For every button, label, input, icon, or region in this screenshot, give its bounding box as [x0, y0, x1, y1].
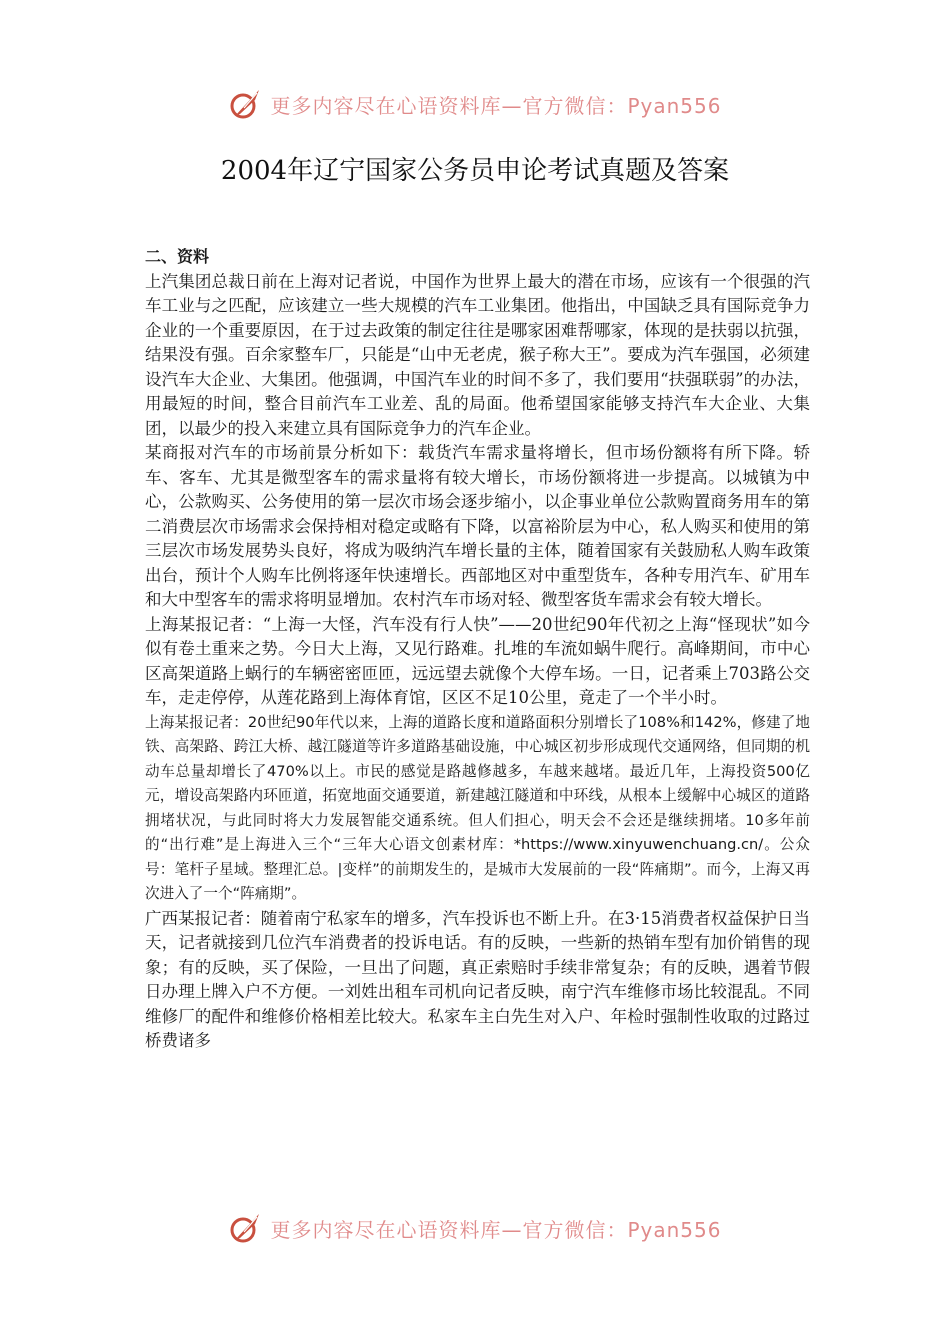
watermark-text: 更多内容尽在心语资料库—官方微信：Pyan556	[270, 1217, 722, 1242]
paragraph: 上海某报记者：20世纪90年代以来，上海的道路长度和道路面积分别增长了108%和142%，修建了地铁、高架路、跨江大桥、越江隧道等许多道路基础设施，中心城区初步形成现代交通网络，但同期的机动车总量却增长了470%以上。市民的感觉是路越修越多，车越来越堵。最近几年，上海投资500亿元，增设高架路内环匝道，拓宽地面交通要道，新建越江隧道和中环线，从根本上缓解中心城区的道路拥堵状况，与此同时将大力发展智能交通系统。但人们担心，明天会不会还是继续拥堵。10多年前的“出行难”是上海进入三个“三年大心语文创素材库：*https://www.xinyuwenchuang.cn/。公众号：笔杆子星域。整理汇总。|变样”的前期发生的，是城市大发展前的一段“阵痛期”。而今，上海又再次进入了一个“阵痛期”。	[145, 713, 810, 902]
page-title: 2004年辽宁国家公务员申论考试真题及答案	[220, 156, 730, 186]
section-heading: 二、资料	[145, 247, 210, 266]
watermark-text: 更多内容尽在心语资料库—官方微信：Pyan556	[270, 93, 722, 118]
paragraph: 广西某报记者：随着南宁私家车的增多，汽车投诉也不断上升。在3·15消费者权益保护日当天，记者就接到几位汽车消费者的投诉电话。有的反映，一些新的热销车型有加价销售的现象；有的反映，买了保险，一旦出了问题，真正索赔时手续非常复杂；有的反映，遇着节假日办理上牌入户不方便。一刘姓出租车司机向记者反映，南宁汽车维修市场比较混乱。不同维修厂的配件和维修价格相差比较大。私家车主白先生对入户、年检时强制性收取的过路过桥费诸多	[145, 908, 810, 1050]
paragraph: 某商报对汽车的市场前景分析如下：载货汽车需求量将增长，但市场份额将有所下降。轿车、客车、尤其是微型客车的需求量将有较大增长，市场份额将进一步提高。以城镇为中心，公款购买、公务使用的第一层次市场会逐步缩小，以企事业单位公款购置商务用车的第二消费层次市场需求会保持相对稳定或略有下降，以富裕阶层为中心，私人购买和使用的第三层次市场发展势头良好，将成为吸纳汽车增长量的主体，随着国家有关鼓励私人购车政策出台，预计个人购车比例将逐年快速增长。西部地区对中重型货车，各种专用汽车、矿用车和大中型客车的需求将明显增加。农村汽车市场对轻、微型客货车需求会有较大增长。	[145, 443, 810, 609]
quill-logo-icon	[228, 1210, 264, 1246]
watermark-banner-top	[0, 84, 950, 124]
paragraph: 上海某报记者：“上海一大怪，汽车没有行人快”——20世纪90年代初之上海“怪现状”如今似有卷土重来之势。今日大上海，又见行路难。扎堆的车流如蜗牛爬行。高峰期间，市中心区高架道路上蜗行的车辆密密匝匝，远远望去就像个大停车场。一日，记者乘上703路公交车，走走停停，从莲花路到上海体育馆，区区不足10公里，竟走了一个半小时。	[145, 614, 810, 707]
watermark-banner-bottom	[0, 1208, 950, 1248]
document-body	[145, 245, 810, 1054]
paragraph: 上汽集团总裁日前在上海对记者说，中国作为世界上最大的潜在市场，应该有一个很强的汽车工业与之匹配，应该建立一些大规模的汽车工业集团。他指出，中国缺乏具有国际竞争力企业的一个重要原因，在于过去政策的制定往往是哪家困难帮哪家，体现的是扶弱以抗强，结果没有强。百余家整车厂，只能是“山中无老虎，猴子称大王”。要成为汽车强国，必须建设汽车大企业、大集团。他强调，中国汽车业的时间不多了，我们要用“扶强联弱”的办法，用最短的时间，整合目前汽车工业差、乱的局面。他希望国家能够支持汽车大企业、大集团，以最少的投入来建立具有国际竞争力的汽车企业。	[145, 271, 810, 438]
quill-logo-icon	[228, 86, 264, 122]
